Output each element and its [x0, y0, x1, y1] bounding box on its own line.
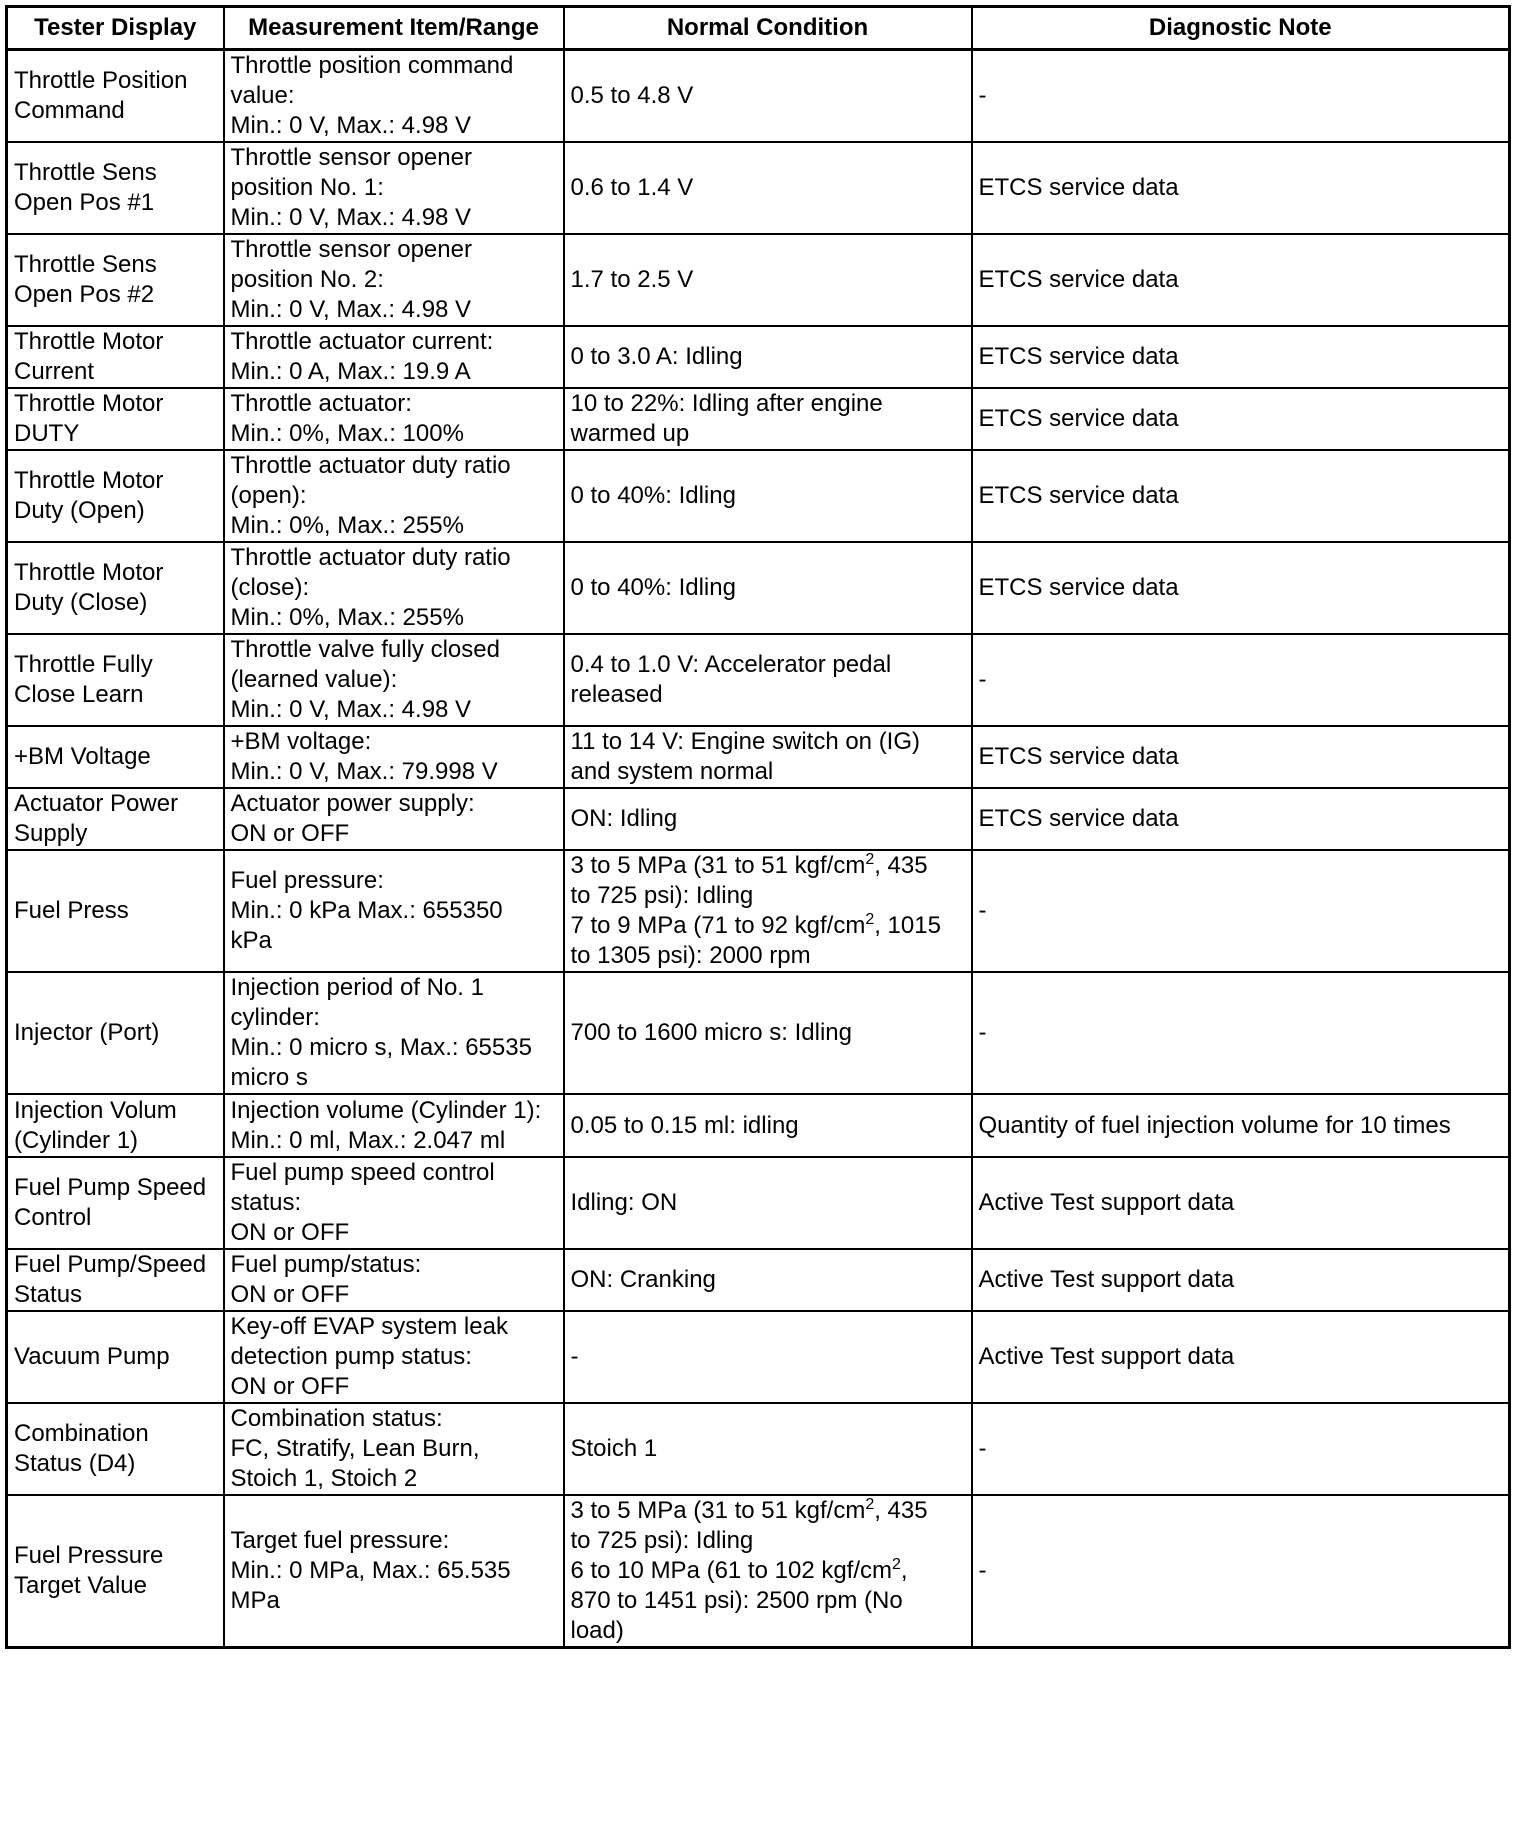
- cell-line: Throttle actuator:: [230, 390, 412, 417]
- table-row: [7, 142, 1510, 234]
- cell-line: Fuel pressure:: [230, 867, 384, 894]
- table-row: [7, 388, 1510, 450]
- cell-line: ETCS service data: [978, 805, 1179, 832]
- cell-line: (learned value):: [230, 666, 398, 693]
- cell-line: Combination: [14, 1420, 149, 1447]
- tester-display-cell: [7, 1157, 224, 1249]
- column-header: Normal Condition: [564, 7, 972, 50]
- cell-line: position No. 2:: [230, 266, 384, 293]
- cell-line: 6 to 10 MPa (61 to 102 kgf/$cm^2$,: [570, 1556, 908, 1584]
- table-row: [7, 788, 1510, 850]
- cell-line: ETCS service data: [978, 405, 1179, 432]
- measurement-range-cell: [224, 326, 564, 388]
- cell-line: status:: [230, 1189, 302, 1216]
- cell-line: Status: [14, 1281, 83, 1308]
- cell-line: 0 to 40%: Idling: [570, 482, 736, 509]
- cell-line: Min.: 0 V, Max.: 4.98 V: [230, 112, 472, 139]
- cell-line: Status (D4): [14, 1450, 136, 1477]
- cell-line: Command: [14, 97, 125, 124]
- diagnostic-note-cell: [972, 50, 1510, 143]
- cell-line: Throttle Motor: [14, 467, 164, 494]
- tester-display-cell: [7, 234, 224, 326]
- cell-line: ON or OFF: [230, 1373, 350, 1400]
- diagnostic-note-cell: [972, 142, 1510, 234]
- cell-line: Throttle Motor: [14, 328, 164, 355]
- diagnostic-note-cell: [972, 1403, 1510, 1495]
- cell-line: Min.: 0 MPa, Max.: 65.535: [230, 1557, 511, 1584]
- cell-line: Injection volume (Cylinder 1):: [230, 1096, 542, 1124]
- cell-line: Min.: 0 V, Max.: 79.998 V: [230, 758, 498, 785]
- cell-line: Throttle position command: [230, 52, 514, 79]
- cell-line: ETCS service data: [978, 343, 1179, 370]
- column-header: Diagnostic Note: [972, 7, 1510, 50]
- cell-line: ETCS service data: [978, 266, 1179, 293]
- cell-line: Injector (Port): [14, 1019, 160, 1046]
- cell-line: Min.: 0%, Max.: 255%: [230, 512, 464, 539]
- cell-line: 700 to 1600 micro s: Idling: [570, 1019, 852, 1046]
- cell-line: Throttle sensor opener: [230, 236, 472, 263]
- normal-condition-cell: [564, 1495, 972, 1648]
- cell-line: Fuel pump speed control: [230, 1159, 495, 1186]
- superscript-two: 2: [865, 1496, 875, 1513]
- table-row: [7, 326, 1510, 388]
- table-row: [7, 1403, 1510, 1495]
- tester-display-cell: [7, 326, 224, 388]
- cell-line: Min.: 0 A, Max.: 19.9 A: [230, 358, 471, 385]
- normal-condition-cell: [564, 450, 972, 542]
- cell-line: Fuel pump/status:: [230, 1251, 422, 1278]
- tester-display-cell: [7, 634, 224, 726]
- cell-line: Throttle Motor: [14, 559, 164, 586]
- cell-line: cylinder:: [230, 1004, 320, 1031]
- superscript-two: 2: [865, 851, 875, 868]
- normal-condition-cell: [564, 1249, 972, 1311]
- measurement-range-cell: [224, 634, 564, 726]
- cell-line: to 725 psi): Idling: [570, 1527, 754, 1554]
- measurement-range-cell: [224, 1403, 564, 1495]
- tester-display-cell: [7, 142, 224, 234]
- table-row: [7, 634, 1510, 726]
- cell-line: -: [978, 666, 987, 693]
- cell-line: to 1305 psi): 2000 rpm: [570, 942, 811, 969]
- cell-line: Min.: 0 ml, Max.: 2.047 ml: [230, 1126, 506, 1154]
- cell-line: ON or OFF: [230, 820, 350, 847]
- diagnostic-note-cell: [972, 234, 1510, 326]
- cell-line: Open Pos #2: [14, 281, 155, 308]
- measurement-range-cell: [224, 1157, 564, 1249]
- table-row: [7, 1249, 1510, 1311]
- cell-line: 3 to 5 MPa (31 to 51 kgf/$cm^2$, 435: [570, 851, 928, 879]
- table-row: [7, 450, 1510, 542]
- normal-condition-cell: [564, 1311, 972, 1403]
- column-header: Measurement Item/Range: [224, 7, 564, 50]
- diagnostic-note-cell: [972, 542, 1510, 634]
- cell-line: Combination status:: [230, 1405, 443, 1432]
- table-row: [7, 542, 1510, 634]
- cell-line: and system normal: [570, 758, 774, 785]
- superscript-two: 2: [892, 1556, 901, 1573]
- tester-display-cell: [7, 542, 224, 634]
- diagnostic-note-cell: [972, 388, 1510, 450]
- normal-condition-cell: [564, 388, 972, 450]
- table-body: [7, 50, 1510, 1648]
- normal-condition-cell: [564, 850, 972, 972]
- cell-line: Close Learn: [14, 681, 144, 708]
- measurement-range-cell: [224, 972, 564, 1094]
- cell-line: Active Test support data: [978, 1343, 1235, 1370]
- diagnostic-note-cell: [972, 726, 1510, 788]
- table-row: [7, 1157, 1510, 1249]
- cell-line: Active Test support data: [978, 1189, 1235, 1216]
- measurement-range-cell: [224, 850, 564, 972]
- measurement-range-cell: [224, 450, 564, 542]
- tester-display-cell: [7, 450, 224, 542]
- tester-display-cell: [7, 50, 224, 143]
- cell-line: 1.7 to 2.5 V: [570, 266, 694, 293]
- cell-line: Throttle valve fully closed: [230, 636, 500, 663]
- tester-display-cell: [7, 1403, 224, 1495]
- diagnostic-note-cell: [972, 1157, 1510, 1249]
- cell-line: Stoich 1, Stoich 2: [230, 1465, 418, 1492]
- cell-line: FC, Stratify, Lean Burn,: [230, 1435, 480, 1462]
- cell-line: Throttle actuator current:: [230, 328, 494, 355]
- cell-line: detection pump status:: [230, 1343, 472, 1370]
- measurement-range-cell: [224, 1311, 564, 1403]
- cell-line: ON: Idling: [570, 805, 678, 832]
- diagnostic-note-cell: [972, 788, 1510, 850]
- cell-line: ETCS service data: [978, 482, 1179, 509]
- table-row: [7, 234, 1510, 326]
- cell-line: 7 to 9 MPa (71 to 92 kgf/$cm^2$, 1015: [570, 911, 941, 939]
- diagnostic-note-cell: [972, 1495, 1510, 1648]
- cell-line: Throttle Fully: [14, 651, 153, 678]
- diagnostic-note-cell: [972, 1094, 1510, 1157]
- tester-display-cell: [7, 850, 224, 972]
- cell-line: Throttle Position: [14, 67, 188, 94]
- table-row: [7, 1311, 1510, 1403]
- diagnostic-note-cell: [972, 850, 1510, 972]
- table-row: [7, 726, 1510, 788]
- cell-line: micro s: [230, 1064, 308, 1091]
- cell-line: Actuator power supply:: [230, 790, 475, 817]
- superscript-two: 2: [865, 911, 875, 928]
- tester-display-cell: [7, 726, 224, 788]
- cell-line: ETCS service data: [978, 743, 1179, 770]
- cell-line: to 725 psi): Idling: [570, 882, 754, 909]
- cell-line: (close):: [230, 574, 310, 601]
- cell-line: -: [978, 1557, 987, 1584]
- cell-line: +BM voltage:: [230, 728, 372, 755]
- normal-condition-cell: [564, 1403, 972, 1495]
- cell-line: +BM Voltage: [14, 743, 151, 770]
- normal-condition-cell: [564, 726, 972, 788]
- cell-line: ETCS service data: [978, 174, 1179, 201]
- cell-line: -: [978, 1019, 987, 1046]
- cell-line: Min.: 0 V, Max.: 4.98 V: [230, 204, 472, 231]
- cell-line: 0.05 to 0.15 ml: idling: [570, 1111, 799, 1139]
- cell-line: Min.: 0 kPa Max.: 655350: [230, 897, 503, 924]
- cell-line: Supply: [14, 820, 88, 847]
- table-row: [7, 850, 1510, 972]
- cell-line: Fuel Pump Speed: [14, 1174, 207, 1201]
- measurement-range-cell: [224, 388, 564, 450]
- cell-line: Vacuum Pump: [14, 1343, 170, 1370]
- cell-line: -: [978, 897, 987, 924]
- cell-line: ON or OFF: [230, 1219, 350, 1246]
- tester-display-cell: [7, 388, 224, 450]
- cell-line: kPa: [230, 927, 272, 954]
- diagnostic-note-cell: [972, 450, 1510, 542]
- cell-line: 0.5 to 4.8 V: [570, 82, 694, 109]
- measurement-range-cell: [224, 1495, 564, 1648]
- normal-condition-cell: [564, 972, 972, 1094]
- tester-display-cell: [7, 1311, 224, 1403]
- cell-line: ON or OFF: [230, 1281, 350, 1308]
- cell-line: Open Pos #1: [14, 189, 155, 216]
- cell-line: ETCS service data: [978, 574, 1179, 601]
- cell-line: position No. 1:: [230, 174, 384, 201]
- cell-line: released: [570, 681, 663, 708]
- cell-line: 10 to 22%: Idling after engine: [570, 390, 883, 417]
- cell-line: Throttle actuator duty ratio: [230, 544, 511, 571]
- tester-display-cell: [7, 1495, 224, 1648]
- measurement-range-cell: [224, 788, 564, 850]
- normal-condition-cell: [564, 142, 972, 234]
- normal-condition-cell: [564, 326, 972, 388]
- cell-line: -: [570, 1343, 579, 1370]
- cell-line: Target fuel pressure:: [230, 1527, 450, 1554]
- cell-line: 11 to 14 V: Engine switch on (IG): [570, 728, 921, 755]
- cell-line: Min.: 0 V, Max.: 4.98 V: [230, 296, 472, 323]
- cell-line: ON: Cranking: [570, 1266, 716, 1293]
- tester-display-cell: [7, 788, 224, 850]
- cell-line: warmed up: [570, 420, 690, 447]
- cell-line: 0 to 3.0 A: Idling: [570, 343, 743, 370]
- cell-line: (Cylinder 1): [14, 1126, 139, 1154]
- cell-line: -: [978, 1435, 987, 1462]
- measurement-range-cell: [224, 1094, 564, 1157]
- cell-line: Fuel Press: [14, 897, 129, 924]
- column-header: Tester Display: [7, 7, 224, 50]
- cell-line: Fuel Pump/Speed: [14, 1251, 207, 1278]
- diagnostic-note-cell: [972, 326, 1510, 388]
- cell-line: Throttle Motor: [14, 390, 164, 417]
- measurement-range-cell: [224, 542, 564, 634]
- measurement-range-cell: [224, 142, 564, 234]
- tester-display-cell: [7, 1249, 224, 1311]
- cell-line: load): [570, 1617, 624, 1644]
- table-row: [7, 50, 1510, 143]
- normal-condition-cell: [564, 50, 972, 143]
- diagnostic-note-cell: [972, 1311, 1510, 1403]
- tester-display-cell: [7, 1094, 224, 1157]
- diagnostic-note-cell: [972, 634, 1510, 726]
- measurement-range-cell: [224, 234, 564, 326]
- cell-line: Key-off EVAP system leak: [230, 1313, 508, 1340]
- cell-line: Active Test support data: [978, 1266, 1235, 1293]
- cell-line: Throttle Sens: [14, 159, 157, 186]
- cell-line: Duty (Open): [14, 497, 145, 524]
- cell-line: Actuator Power: [14, 790, 179, 817]
- table-row: [7, 1495, 1510, 1648]
- cell-line: Min.: 0%, Max.: 255%: [230, 604, 464, 631]
- measurement-range-cell: [224, 50, 564, 143]
- table-row: [7, 1094, 1510, 1157]
- cell-line: 0.4 to 1.0 V: Accelerator pedal: [570, 651, 892, 678]
- cell-line: Fuel Pressure: [14, 1542, 164, 1569]
- measurement-range-cell: [224, 1249, 564, 1311]
- cell-line: Duty (Close): [14, 589, 148, 616]
- cell-line: Current: [14, 358, 95, 385]
- header-row: [7, 7, 1510, 50]
- diagnostic-note-cell: [972, 972, 1510, 1094]
- normal-condition-cell: [564, 1094, 972, 1157]
- cell-line: Stoich 1: [570, 1435, 658, 1462]
- cell-line: Quantity of fuel injection volume for 10 times: [978, 1111, 1451, 1139]
- table-row: [7, 972, 1510, 1094]
- measurement-range-cell: [224, 726, 564, 788]
- cell-line: Min.: 0 micro s, Max.: 65535: [230, 1034, 532, 1061]
- normal-condition-cell: [564, 234, 972, 326]
- cell-line: 0 to 40%: Idling: [570, 574, 736, 601]
- cell-line: MPa: [230, 1587, 280, 1614]
- cell-line: 870 to 1451 psi): 2500 rpm (No: [570, 1587, 903, 1614]
- cell-line: value:: [230, 82, 295, 109]
- cell-line: Idling: ON: [570, 1189, 678, 1216]
- cell-line: Target Value: [14, 1572, 147, 1599]
- normal-condition-cell: [564, 788, 972, 850]
- normal-condition-cell: [564, 634, 972, 726]
- cell-line: 0.6 to 1.4 V: [570, 174, 694, 201]
- cell-line: Control: [14, 1204, 92, 1231]
- cell-line: -: [978, 82, 987, 109]
- normal-condition-cell: [564, 1157, 972, 1249]
- tester-display-cell: [7, 972, 224, 1094]
- cell-line: (open):: [230, 482, 307, 509]
- cell-line: 3 to 5 MPa (31 to 51 kgf/$cm^2$, 435: [570, 1496, 928, 1524]
- cell-line: Min.: 0%, Max.: 100%: [230, 420, 464, 447]
- cell-line: DUTY: [14, 420, 80, 447]
- cell-line: Throttle sensor opener: [230, 144, 472, 171]
- cell-line: Min.: 0 V, Max.: 4.98 V: [230, 696, 472, 723]
- cell-line: Injection Volum: [14, 1096, 177, 1124]
- normal-condition-cell: [564, 542, 972, 634]
- data-table: [5, 5, 1511, 1649]
- cell-line: Injection period of No. 1: [230, 974, 484, 1001]
- diagnostic-note-cell: [972, 1249, 1510, 1311]
- cell-line: Throttle Sens: [14, 251, 157, 278]
- cell-line: Throttle actuator duty ratio: [230, 452, 511, 479]
